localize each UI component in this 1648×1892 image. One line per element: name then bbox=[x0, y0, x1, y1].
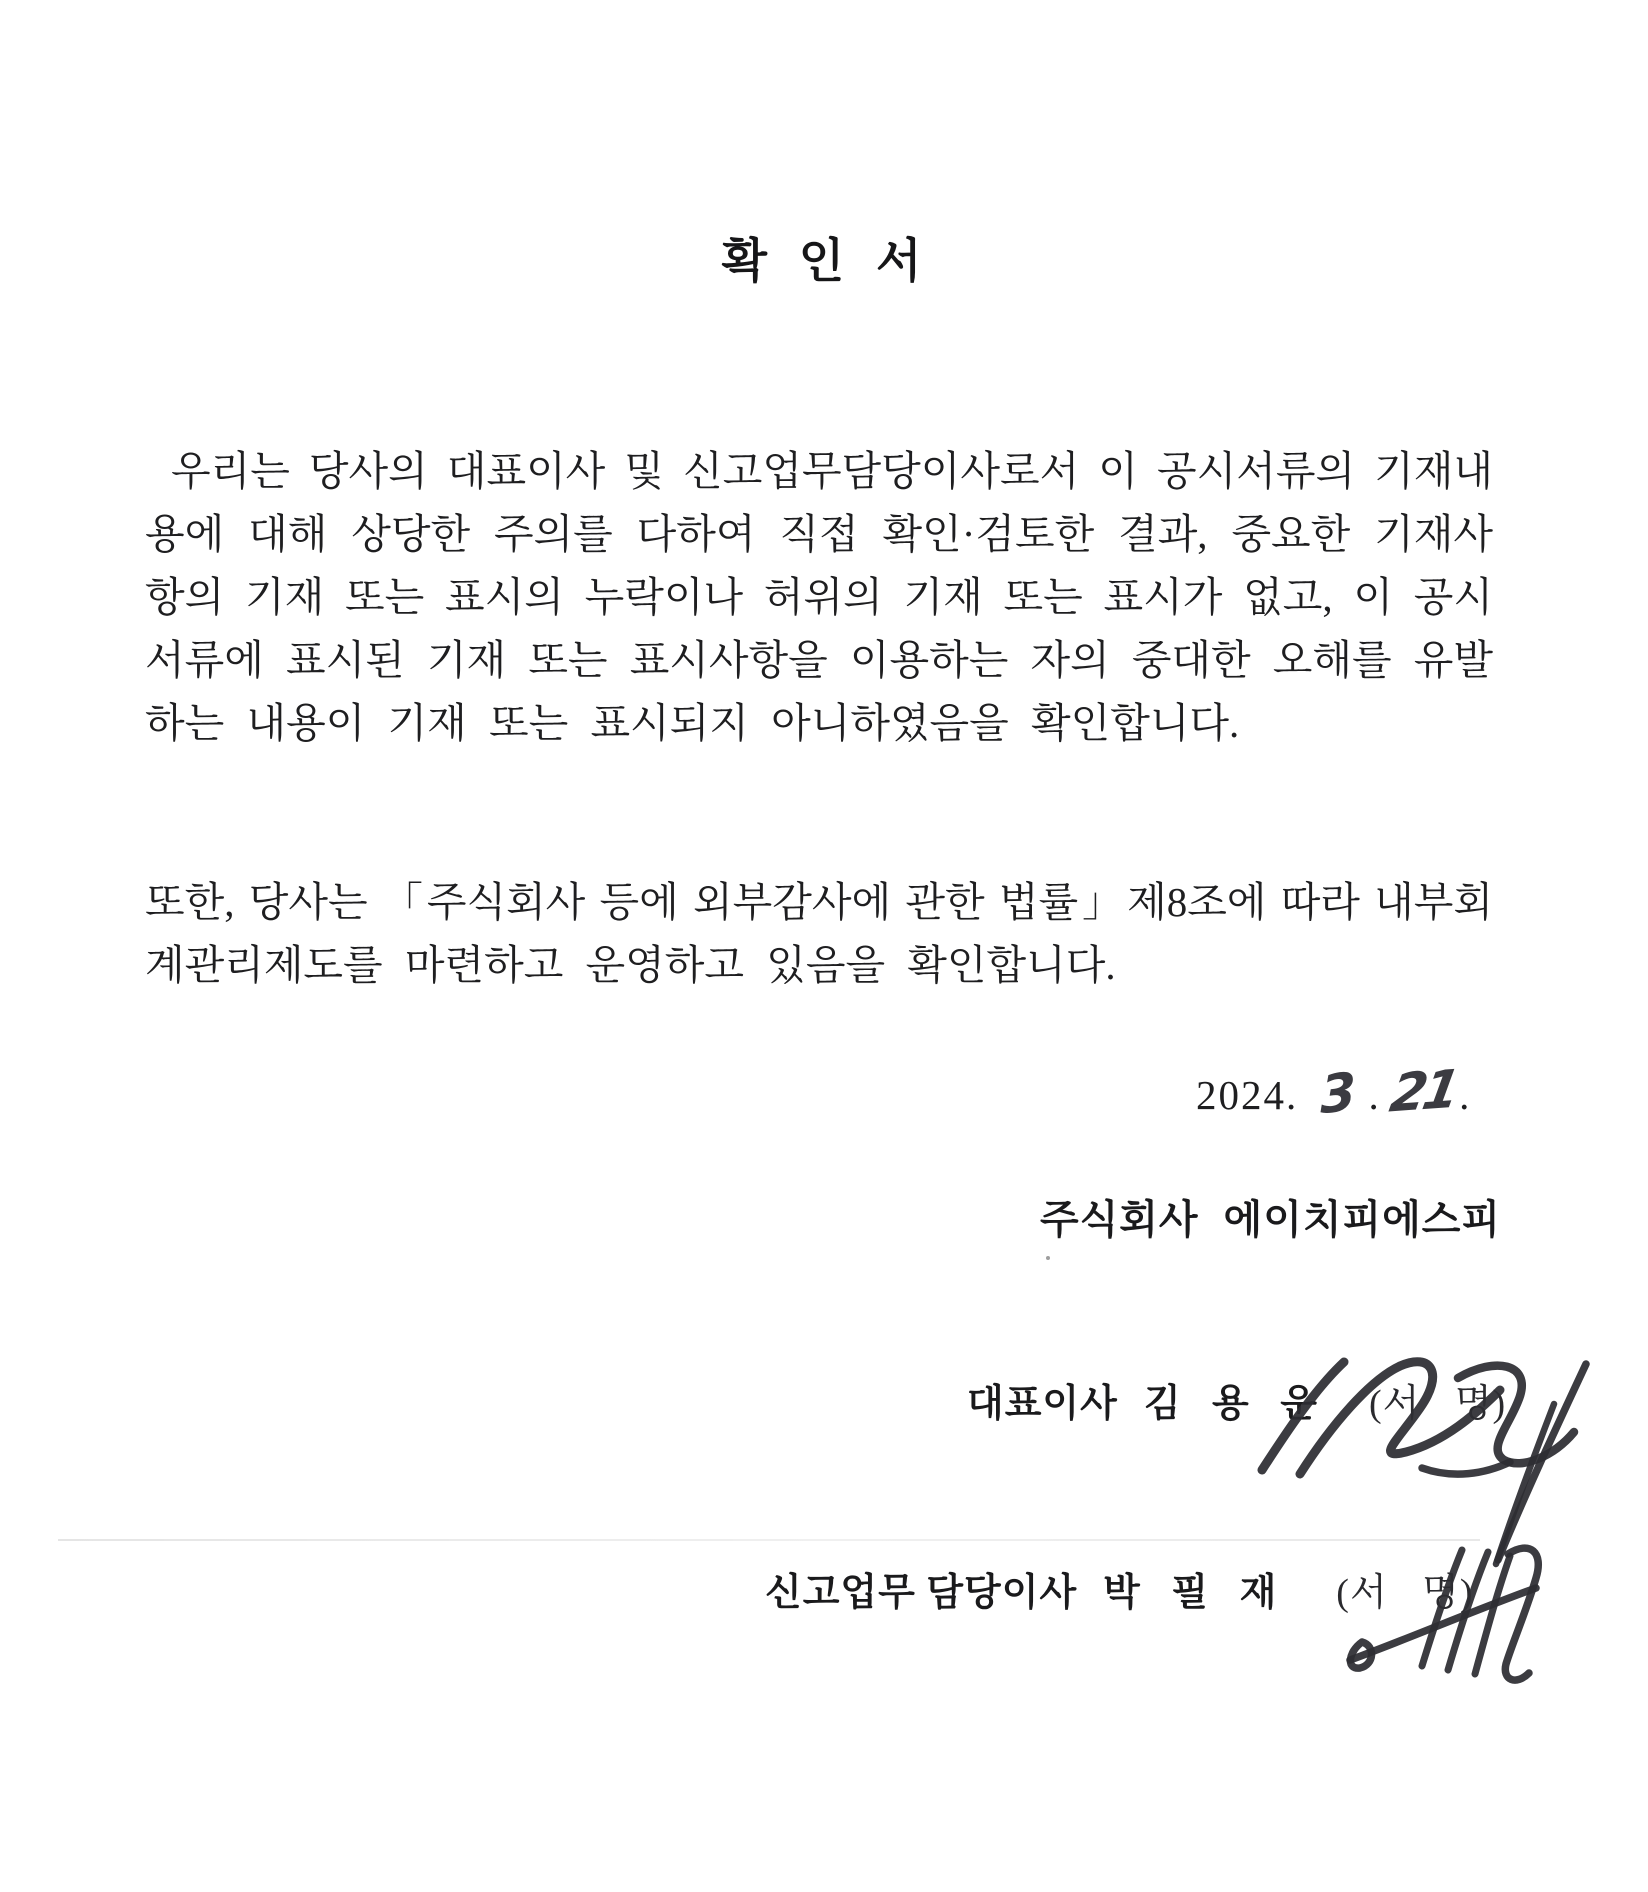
handwritten-month: 3 bbox=[1319, 1061, 1359, 1127]
officer-handwritten-signature bbox=[1332, 1538, 1547, 1706]
paragraph-1-line-1: 우리는 당사의 대표이사 및 신고업무담당이사로서 이 공시서류의 기재내 bbox=[171, 448, 1493, 494]
officer-name: 박 필 재 bbox=[1103, 1572, 1279, 1614]
page-title: 확 인 서 bbox=[721, 236, 927, 288]
ceo-sign-label: (서 명) bbox=[1368, 1383, 1507, 1425]
date-dot-2: . bbox=[1459, 1072, 1472, 1118]
paragraph-2 bbox=[145, 871, 1493, 997]
paragraph-1-line-4: 서류에 표시된 기재 또는 표시사항을 이용하는 자의 중대한 오해를 유발 bbox=[145, 637, 1493, 683]
ceo-role: 대표이사 bbox=[967, 1383, 1118, 1425]
paragraph-1-line-3: 항의 기재 또는 표시의 누락이나 허위의 기재 또는 표시가 없고, 이 공시 bbox=[145, 574, 1493, 620]
company-name: 주식회사 에이치피에스피 bbox=[1040, 1197, 1502, 1242]
handwritten-day: 21 bbox=[1385, 1059, 1461, 1125]
paragraph-1 bbox=[145, 440, 1493, 755]
scan-artifact-speck bbox=[1046, 1256, 1050, 1260]
date-dot-1: . bbox=[1368, 1072, 1381, 1118]
date-year: 2024. bbox=[1196, 1072, 1299, 1118]
paragraph-1-line-2: 용에 대해 상당한 주의를 다하여 직접 확인·검토한 결과, 중요한 기재사 bbox=[145, 511, 1493, 557]
paragraph-2-line-1: 또한, 당사는 「주식회사 등에 외부감사에 관한 법률」제8조에 따라 내부회 bbox=[145, 879, 1493, 925]
date-line bbox=[1196, 1059, 1472, 1127]
paragraph-2-line-2: 계관리제도를 마련하고 운영하고 있음을 확인합니다. bbox=[145, 942, 1116, 988]
officer-sign-label: (서 명) bbox=[1336, 1572, 1474, 1614]
paragraph-1-line-5: 하는 내용이 기재 또는 표시되지 아니하였음을 확인합니다. bbox=[145, 700, 1240, 746]
officer-role: 신고업무 담당이사 bbox=[765, 1572, 1078, 1614]
ceo-name: 김 용 운 bbox=[1143, 1383, 1319, 1425]
